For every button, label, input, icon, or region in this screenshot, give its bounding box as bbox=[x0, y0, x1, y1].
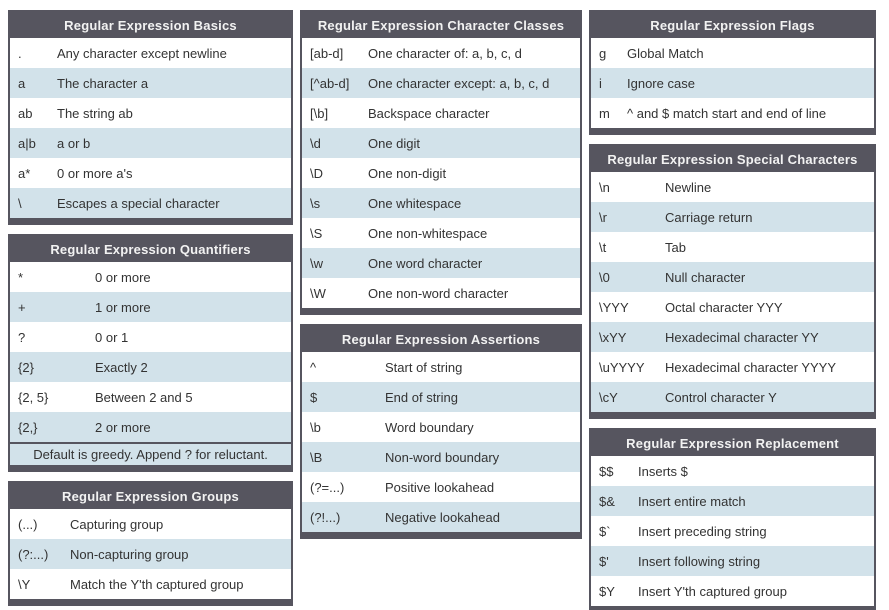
pattern-symbol: (...) bbox=[18, 516, 38, 532]
pattern-description: Capturing group bbox=[70, 516, 164, 532]
table-row bbox=[591, 232, 874, 262]
pattern-description: One character of: a, b, c, d bbox=[368, 45, 522, 61]
pattern-symbol: $' bbox=[599, 553, 609, 569]
pattern-description: Exactly 2 bbox=[95, 359, 148, 375]
pattern-description: Non-word boundary bbox=[385, 449, 500, 465]
table-row bbox=[591, 486, 874, 516]
pattern-symbol: \cY bbox=[599, 389, 618, 405]
table-title: Regular Expression Character Classes bbox=[302, 12, 580, 38]
pattern-symbol: \s bbox=[310, 195, 321, 211]
table-title: Regular Expression Assertions bbox=[302, 326, 580, 352]
pattern-description: Ignore case bbox=[627, 75, 695, 91]
pattern-description: Carriage return bbox=[665, 209, 753, 225]
table-row bbox=[302, 158, 580, 188]
pattern-symbol: \n bbox=[599, 179, 610, 195]
pattern-description: Hexadecimal character YY bbox=[665, 329, 819, 345]
table-title: Regular Expression Quantifiers bbox=[10, 236, 291, 262]
pattern-description: One non-whitespace bbox=[368, 225, 488, 241]
pattern-description: Insert preceding string bbox=[638, 523, 767, 539]
table-regex-special-characters bbox=[589, 144, 876, 419]
pattern-symbol: {2, 5} bbox=[18, 389, 49, 405]
pattern-symbol: \b bbox=[310, 419, 321, 435]
pattern-symbol: $$ bbox=[599, 463, 614, 479]
pattern-symbol: \r bbox=[599, 209, 607, 225]
pattern-description: Tab bbox=[665, 239, 686, 255]
table-row bbox=[302, 352, 580, 382]
pattern-description: Control character Y bbox=[665, 389, 777, 405]
table-row bbox=[591, 38, 874, 68]
table-regex-character-classes bbox=[300, 10, 582, 315]
pattern-description: One character except: a, b, c, d bbox=[368, 75, 550, 91]
pattern-description: Start of string bbox=[385, 359, 463, 375]
pattern-description: Any character except newline bbox=[57, 45, 227, 61]
pattern-symbol: $Y bbox=[599, 583, 615, 599]
pattern-symbol: \uYYYY bbox=[599, 359, 645, 375]
table-row bbox=[10, 158, 291, 188]
table-row bbox=[10, 128, 291, 158]
table-row bbox=[591, 262, 874, 292]
table-row bbox=[10, 38, 291, 68]
table-row bbox=[591, 322, 874, 352]
table-title: Regular Expression Basics bbox=[10, 12, 291, 38]
pattern-symbol: \Y bbox=[18, 576, 31, 592]
table-row bbox=[10, 262, 291, 292]
pattern-symbol: \D bbox=[310, 165, 323, 181]
table-regex-replacement bbox=[589, 428, 876, 610]
table-row bbox=[591, 546, 874, 576]
pattern-symbol: \t bbox=[599, 239, 607, 255]
pattern-symbol: $` bbox=[599, 523, 611, 539]
pattern-symbol: m bbox=[599, 105, 610, 121]
table-body bbox=[591, 456, 874, 606]
table-regex-flags bbox=[589, 10, 876, 135]
table-row bbox=[10, 292, 291, 322]
pattern-symbol: {2,} bbox=[18, 419, 38, 435]
pattern-symbol: a bbox=[18, 75, 26, 91]
pattern-symbol: \d bbox=[310, 135, 321, 151]
table-row bbox=[591, 352, 874, 382]
table-body bbox=[10, 38, 291, 218]
pattern-symbol: * bbox=[18, 269, 24, 285]
pattern-symbol: \S bbox=[310, 225, 323, 241]
pattern-description: a or b bbox=[57, 135, 91, 151]
table-row bbox=[302, 248, 580, 278]
pattern-description: Word boundary bbox=[385, 419, 474, 435]
table-row bbox=[10, 188, 291, 218]
table-row bbox=[302, 278, 580, 308]
column-left bbox=[8, 10, 293, 610]
pattern-description: Octal character YYY bbox=[665, 299, 783, 315]
table-row bbox=[302, 382, 580, 412]
pattern-description: Backspace character bbox=[368, 105, 490, 121]
pattern-description: Non-capturing group bbox=[70, 546, 189, 562]
pattern-symbol: i bbox=[599, 75, 602, 91]
table-title: Regular Expression Groups bbox=[10, 483, 291, 509]
pattern-description: 0 or more bbox=[95, 269, 151, 285]
pattern-description: One non-word character bbox=[368, 285, 509, 301]
pattern-symbol: (?!...) bbox=[310, 509, 341, 525]
pattern-symbol: [^ab-d] bbox=[310, 75, 350, 91]
table-row bbox=[302, 38, 580, 68]
table-row bbox=[10, 322, 291, 352]
column-middle bbox=[300, 10, 582, 548]
pattern-symbol: $ bbox=[310, 389, 318, 405]
pattern-symbol: [ab-d] bbox=[310, 45, 344, 61]
table-row bbox=[302, 188, 580, 218]
table-row bbox=[302, 128, 580, 158]
pattern-symbol: {2} bbox=[18, 359, 34, 375]
pattern-symbol: ab bbox=[18, 105, 33, 121]
table-body bbox=[10, 262, 291, 442]
table-regex-basics bbox=[8, 10, 293, 225]
pattern-symbol: (?:...) bbox=[18, 546, 49, 562]
pattern-symbol: \xYY bbox=[599, 329, 627, 345]
pattern-description: 0 or more a's bbox=[57, 165, 133, 181]
table-row bbox=[591, 172, 874, 202]
pattern-description: End of string bbox=[385, 389, 458, 405]
pattern-symbol: \0 bbox=[599, 269, 610, 285]
table-row bbox=[591, 576, 874, 606]
pattern-symbol: (?=...) bbox=[310, 479, 345, 495]
table-row bbox=[591, 456, 874, 486]
pattern-symbol: a|b bbox=[18, 135, 36, 151]
pattern-description: One word character bbox=[368, 255, 483, 271]
pattern-description: 2 or more bbox=[95, 419, 151, 435]
pattern-description: 1 or more bbox=[95, 299, 151, 315]
column-right bbox=[589, 10, 876, 610]
pattern-description: The character a bbox=[57, 75, 149, 91]
pattern-description: Between 2 and 5 bbox=[95, 389, 193, 405]
table-row bbox=[10, 382, 291, 412]
table-row bbox=[302, 412, 580, 442]
table-body bbox=[10, 509, 291, 599]
pattern-description: Positive lookahead bbox=[385, 479, 495, 495]
pattern-symbol: + bbox=[18, 299, 26, 315]
pattern-description: ^ and $ match start and end of line bbox=[627, 105, 827, 121]
table-row bbox=[302, 472, 580, 502]
table-footnote: Default is greedy. Append ? for reluctant. bbox=[10, 442, 291, 465]
table-regex-assertions bbox=[300, 324, 582, 539]
pattern-symbol: g bbox=[599, 45, 607, 61]
table-row bbox=[591, 292, 874, 322]
pattern-symbol: [\b] bbox=[310, 105, 329, 121]
pattern-description: Negative lookahead bbox=[385, 509, 500, 525]
table-row bbox=[302, 98, 580, 128]
table-body bbox=[302, 38, 580, 308]
table-row bbox=[10, 509, 291, 539]
pattern-description: Inserts $ bbox=[638, 463, 688, 479]
table-row bbox=[10, 539, 291, 569]
table-body bbox=[302, 352, 580, 532]
table-body bbox=[591, 38, 874, 128]
table-row bbox=[591, 516, 874, 546]
pattern-description: One whitespace bbox=[368, 195, 462, 211]
pattern-symbol: ^ bbox=[310, 359, 317, 375]
table-row bbox=[302, 68, 580, 98]
pattern-symbol: . bbox=[18, 45, 22, 61]
table-regex-groups bbox=[8, 481, 293, 606]
pattern-symbol: \YYY bbox=[599, 299, 629, 315]
pattern-description: Newline bbox=[665, 179, 712, 195]
table-row bbox=[302, 442, 580, 472]
table-title: Regular Expression Replacement bbox=[591, 430, 874, 456]
pattern-description: Null character bbox=[665, 269, 746, 285]
table-regex-quantifiers bbox=[8, 234, 293, 472]
table-row bbox=[10, 412, 291, 442]
table-row bbox=[591, 382, 874, 412]
table-row bbox=[591, 98, 874, 128]
table-row bbox=[10, 352, 291, 382]
table-row bbox=[302, 502, 580, 532]
table-row bbox=[302, 218, 580, 248]
table-title: Regular Expression Special Characters bbox=[591, 146, 874, 172]
pattern-symbol: a* bbox=[18, 165, 31, 181]
table-title: Regular Expression Flags bbox=[591, 12, 874, 38]
pattern-symbol: \w bbox=[310, 255, 323, 271]
pattern-symbol: \B bbox=[310, 449, 323, 465]
pattern-description: One digit bbox=[368, 135, 421, 151]
table-body bbox=[591, 172, 874, 412]
pattern-symbol: \ bbox=[18, 195, 22, 211]
pattern-description: Hexadecimal character YYYY bbox=[665, 359, 837, 375]
pattern-description: Insert Y'th captured group bbox=[638, 583, 787, 599]
pattern-symbol: \W bbox=[310, 285, 326, 301]
pattern-description: The string ab bbox=[57, 105, 133, 121]
table-row bbox=[10, 98, 291, 128]
pattern-symbol: $& bbox=[599, 493, 615, 509]
table-row bbox=[10, 569, 291, 599]
table-row bbox=[591, 202, 874, 232]
pattern-description: Global Match bbox=[627, 45, 704, 61]
pattern-description: Match the Y'th captured group bbox=[70, 576, 244, 592]
pattern-description: Insert entire match bbox=[638, 493, 746, 509]
pattern-description: Escapes a special character bbox=[57, 195, 220, 211]
table-row bbox=[10, 68, 291, 98]
pattern-description: Insert following string bbox=[638, 553, 761, 569]
pattern-symbol: ? bbox=[18, 329, 26, 345]
pattern-description: 0 or 1 bbox=[95, 329, 129, 345]
pattern-description: One non-digit bbox=[368, 165, 447, 181]
table-row bbox=[591, 68, 874, 98]
